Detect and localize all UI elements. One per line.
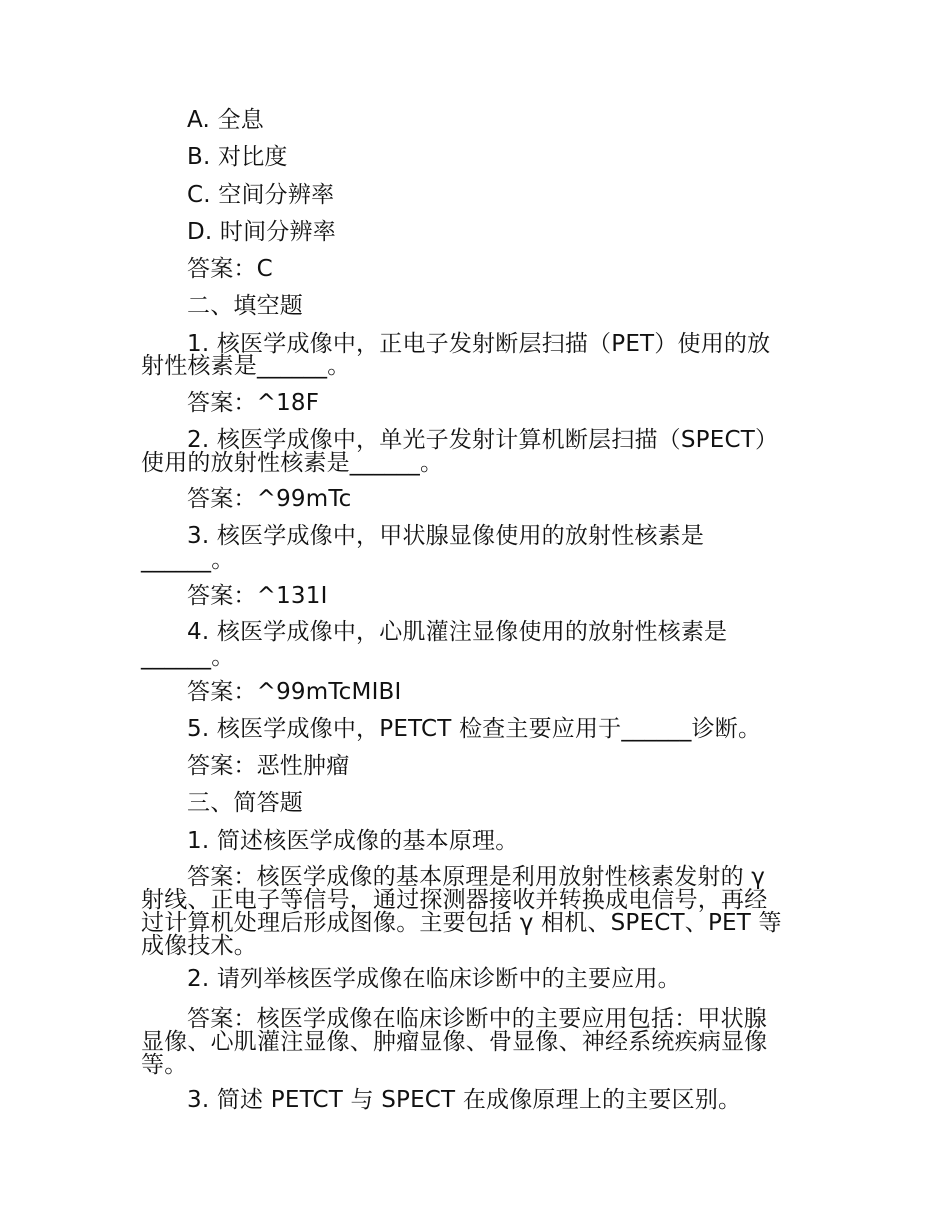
- short-a1-line3: 过计算机处理后形成图像。主要包括 γ 相机、SPECT、PET 等: [141, 910, 782, 936]
- fill-q3-line1: 3. 核医学成像中，甲状腺显像使用的放射性核素是: [187, 523, 705, 549]
- fill-q3-answer: 答案：^131I: [187, 583, 328, 609]
- section-short-heading: 三、简答题: [187, 790, 303, 816]
- short-a1-line4: 成像技术。: [141, 933, 257, 959]
- fill-q1-line1: 1. 核医学成像中，正电子发射断层扫描（PET）使用的放: [187, 331, 771, 357]
- short-a1-line1: 答案：核医学成像的基本原理是利用放射性核素发射的 γ: [187, 864, 766, 890]
- choice-c: C. 空间分辨率: [187, 182, 335, 208]
- fill-q5-answer: 答案：恶性肿瘤: [187, 753, 350, 779]
- answer-mc: 答案：C: [187, 256, 273, 282]
- fill-q4-answer: 答案：^99mTcMIBI: [187, 679, 402, 705]
- short-q3: 3. 简述 PETCT 与 SPECT 在成像原理上的主要区别。: [187, 1087, 742, 1113]
- short-a2-line1: 答案：核医学成像在临床诊断中的主要应用包括：甲状腺: [187, 1006, 767, 1032]
- fill-q1-line2: 射性核素是______。: [141, 353, 351, 379]
- fill-q5-line1: 5. 核医学成像中，PETCT 检查主要应用于______诊断。: [187, 716, 762, 742]
- fill-q3-line2: ______。: [141, 547, 235, 573]
- short-q2: 2. 请列举核医学成像在临床诊断中的主要应用。: [187, 966, 681, 992]
- choice-a: A. 全息: [187, 107, 264, 133]
- short-a1-line2: 射线、正电子等信号，通过探测器接收并转换成电信号，再经: [141, 887, 768, 913]
- short-a2-line3: 等。: [141, 1052, 188, 1078]
- fill-q1-answer: 答案：^18F: [187, 390, 320, 416]
- short-q1: 1. 简述核医学成像的基本原理。: [187, 828, 519, 854]
- fill-q2-line1: 2. 核医学成像中，单光子发射计算机断层扫描（SPECT）: [187, 427, 779, 453]
- fill-q2-line2: 使用的放射性核素是______。: [141, 450, 444, 476]
- fill-q2-answer: 答案：^99mTc: [187, 486, 352, 512]
- fill-q4-line1: 4. 核医学成像中，心肌灌注显像使用的放射性核素是: [187, 619, 728, 645]
- section-fill-heading: 二、填空题: [187, 293, 303, 319]
- choice-b: B. 对比度: [187, 144, 288, 170]
- fill-q4-line2: ______。: [141, 644, 235, 670]
- short-a2-line2: 显像、心肌灌注显像、肿瘤显像、骨显像、神经系统疾病显像: [141, 1029, 768, 1055]
- choice-d: D. 时间分辨率: [187, 219, 336, 245]
